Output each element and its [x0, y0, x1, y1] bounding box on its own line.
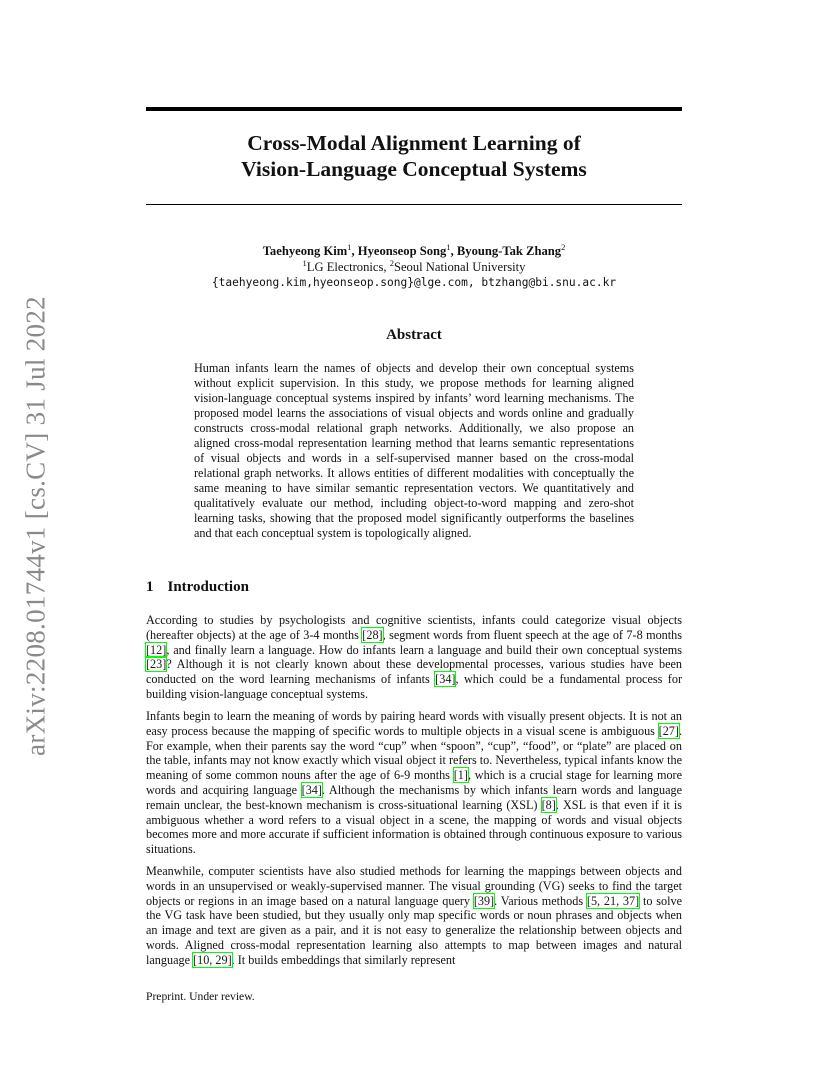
citation-link[interactable]: [23]: [146, 657, 167, 672]
abstract-heading: Abstract: [386, 327, 442, 343]
affiliation-marker: 1: [302, 258, 307, 268]
affiliation-marker: 1: [347, 242, 352, 252]
affiliations: [146, 259, 682, 275]
citation-link[interactable]: [8]: [541, 797, 556, 812]
citation-link[interactable]: [5, 21, 37]: [586, 893, 640, 908]
author-name: Taehyeong Kim: [262, 244, 348, 258]
arxiv-identifier-text: arXiv:2208.01744v1 [cs.CV] 31 Jul 2022: [20, 296, 51, 756]
intro-paragraph-2: [146, 709, 682, 857]
page-footer: Preprint. Under review.: [146, 990, 255, 1003]
affiliation-marker: 2: [561, 242, 566, 252]
paragraph-text: to solve the VG task have been studied, but they usually only map specific words or noun phrases and objects when an image and text are given as a pair, and it is not easy to generalize the relationship between objects and words. Aligned cross-modal representation learning also attempts to map between images and natural language: [146, 893, 682, 967]
citation-link[interactable]: [39]: [473, 893, 495, 908]
paragraph-text: Meanwhile, computer scientists have also studied methods for learning the mappings between objects and words in an unsupervised or weakly-supervised manner. The visual grounding (VG) seeks to find the target objects or regions in an image based on a natural language query: [146, 864, 682, 908]
paragraph-text: According to studies by psychologists and cognitive scientists, infants could categorize visual objects (hereafter objects) at the age of 3-4 months: [146, 613, 682, 642]
author-emails: {taehyeong.kim,hyeonseop.song}@lge.com, btzhang@bi.snu.ac.kr: [211, 276, 617, 289]
section-title: Introduction: [167, 579, 249, 595]
affiliation-marker: 1: [446, 242, 451, 252]
paragraph-text: . Although the mechanisms by which infants learn words and language remain unclear, the best-known mechanism is cross-situational learning (XSL): [146, 782, 682, 812]
paragraph-text: , and finally learn a language. How do infants learn a language and build their own conceptual systems: [166, 642, 682, 657]
intro-paragraph-1: [146, 613, 682, 702]
citation-link[interactable]: [10, 29]: [193, 952, 232, 967]
affiliation-marker: 2: [389, 258, 394, 268]
paragraph-text: , segment words from fluent speech at the age of 7-8 months: [382, 627, 682, 642]
title-bottom-rule: [146, 204, 682, 205]
paragraph-text: , which could be a fundamental process for building vision-language conceptual systems.: [146, 672, 682, 701]
citation-link[interactable]: [12]: [146, 642, 167, 657]
paragraph-text: ? Although it is not clearly known about these developmental processes, various studies have been conducted on the word learning mechanisms of infants: [146, 657, 682, 687]
citation-link[interactable]: [34]: [435, 672, 456, 687]
citation-link[interactable]: [1]: [453, 768, 468, 783]
section-heading-introduction: [146, 579, 249, 596]
paper-title: [146, 130, 682, 182]
citation-link[interactable]: [34]: [301, 782, 322, 797]
citation-link[interactable]: [27]: [658, 723, 679, 738]
abstract-text: Human infants learn the names of objects and develop their own conceptual systems without explicit supervision. In this study, we propose methods for learning aligned vision-language conceptual systems inspired by infants’ word learning mechanisms. The proposed model learns the associations of visual objects and words online and gradually constructs cross-modal relational graph networks. Additionally, we also propose an aligned cross-modal representation learning method that learns semantic representations of visual objects and words in a self-supervised manner based on the cross-modal relational graph networks. It allows entities of different modalities with conceptually the same meaning to have similar semantic representation vectors. We quantitatively and qualitatively evaluate our method, including object-to-word mapping and zero-shot learning tasks, showing that the proposed model significantly outperforms the baselines and that each conceptual system is topologically aligned.: [194, 361, 634, 540]
title-top-rule: [146, 107, 682, 111]
author-name: Hyeonseop Song: [357, 244, 447, 258]
paragraph-text: , which is a crucial stage for learning more words and acquiring language: [146, 768, 683, 797]
intro-paragraph-3: [146, 864, 682, 968]
paper-title-line-2: Vision-Language Conceptual Systems: [241, 157, 587, 181]
paragraph-text: . For example, when their parents say the word “cup” when “spoon”, “cup”, “food”, or “plate” are placed on the table, infants may not know exactly which visual object it refers to. Nevertheless, typical infants know the meaning of some common nouns after the age of 6-9 months: [146, 723, 682, 783]
section-number: 1: [146, 579, 154, 595]
paper-title-line-1: Cross-Modal Alignment Learning of: [247, 131, 581, 155]
paragraph-text: . It builds embeddings that similarly represent: [231, 952, 456, 967]
author-names: Taehyeong Kim$^1$, Hyeonseop Song$^1$, Byoung-Tak Zhang$^2$: [262, 242, 566, 258]
affiliation-name: Seoul National University: [393, 260, 526, 274]
author-name: Byoung-Tak Zhang: [456, 244, 562, 258]
affiliation-name: LG Electronics,: [306, 260, 390, 274]
author-block: [146, 243, 682, 291]
paragraph-text: . XSL is that even if it is ambiguous whether a word refers to a visual object in a scene, the mapping of words and visual objects becomes more and more accurate if sufficient information is obtained through continuous exposure to various situations.: [146, 797, 682, 857]
paragraph-text: . Various methods: [494, 893, 587, 908]
citation-link[interactable]: [28]: [362, 627, 383, 642]
paragraph-text: Infants begin to learn the meaning of words by pairing heard words with visually present objects. It is not an easy process because the mapping of specific words to multiple objects in a visual scene is ambiguous: [146, 709, 682, 738]
